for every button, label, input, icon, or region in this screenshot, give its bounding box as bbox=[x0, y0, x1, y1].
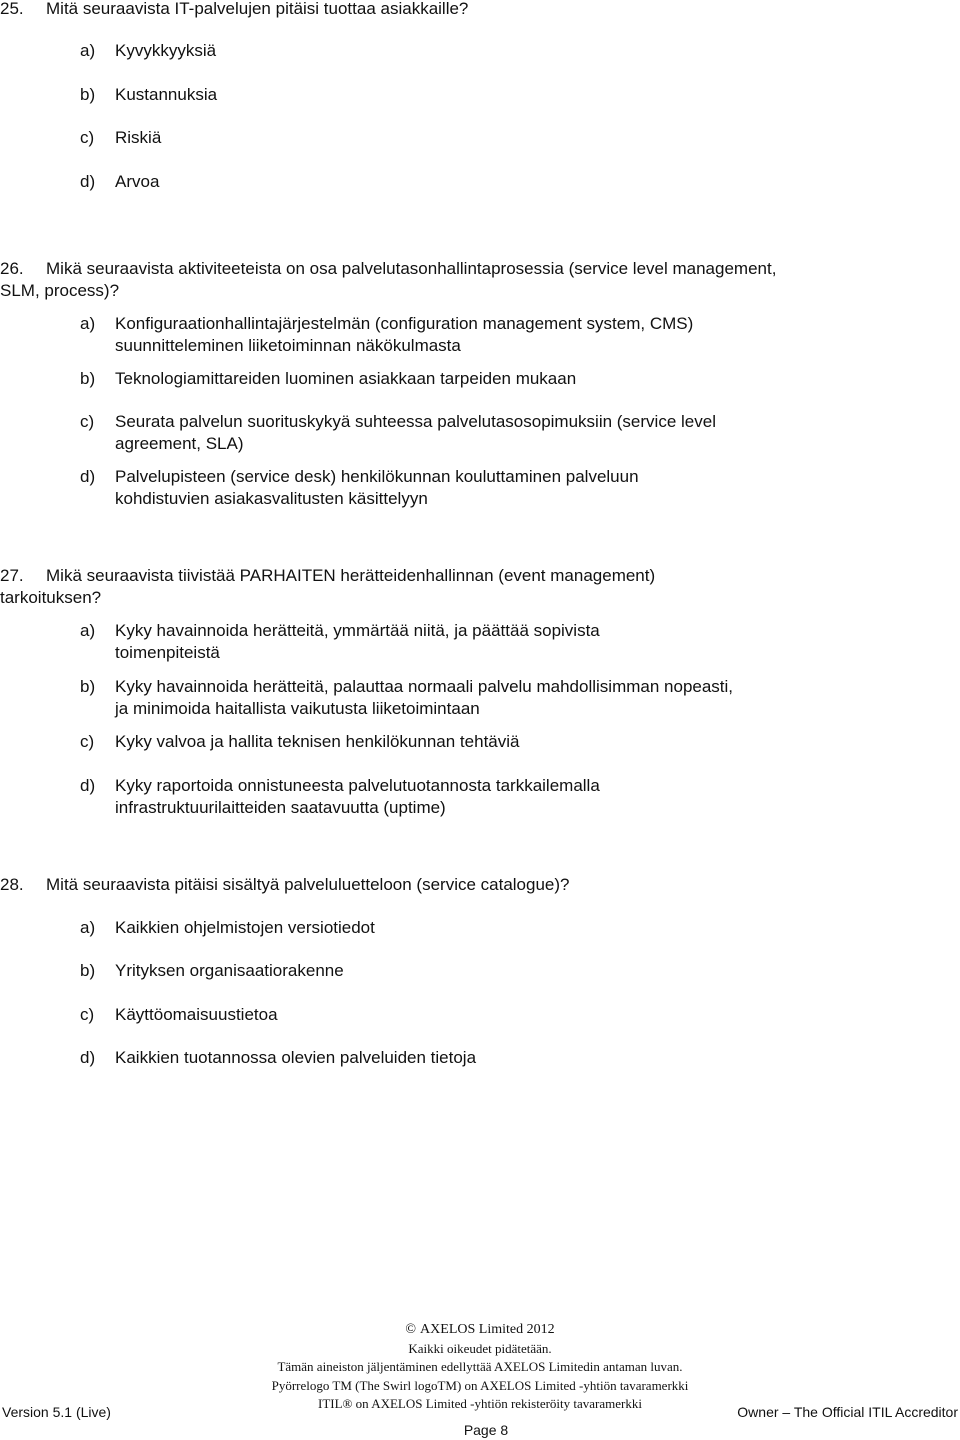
option-letter: d) bbox=[80, 776, 96, 795]
option-text: Kustannuksia bbox=[115, 85, 218, 104]
option-item bbox=[80, 368, 940, 390]
option-letter: b) bbox=[80, 677, 96, 696]
option-item bbox=[80, 466, 720, 510]
option-item bbox=[80, 1004, 940, 1026]
question-heading bbox=[0, 565, 760, 609]
question-27 bbox=[0, 565, 950, 609]
option-letter: c) bbox=[80, 412, 95, 431]
rights-line: Kaikki oikeudet pidätetään. bbox=[408, 1340, 552, 1356]
question-text: Mikä seuraavista aktiviteeteista on osa palvelutasonhallintaprosessia (service level management, SLM, process)? bbox=[0, 259, 777, 300]
option-text: Kyky havainnoida herätteitä, ymmärtää niitä, ja päättää sopivista toimenpiteistä bbox=[115, 621, 600, 662]
option-letter: a) bbox=[80, 41, 96, 60]
question-26 bbox=[0, 258, 950, 302]
option-letter: c) bbox=[80, 732, 95, 751]
itil-trademark-line: ITIL® on AXELOS Limited -yhtiön rekisteröity tavaramerkki bbox=[318, 1396, 642, 1411]
option-letter: a) bbox=[80, 314, 96, 333]
option-item bbox=[80, 676, 740, 720]
question-25 bbox=[0, 0, 950, 20]
option-item bbox=[80, 171, 940, 193]
copyright-line bbox=[200, 1321, 760, 1340]
question-heading bbox=[0, 258, 790, 302]
page-number: Page 8 bbox=[463, 1422, 509, 1438]
option-text: Kaikkien ohjelmistojen versiotiedot bbox=[115, 918, 375, 937]
question-number: 28. bbox=[0, 875, 24, 894]
option-text: Palvelupisteen (service desk) henkilökunnan kouluttaminen palveluun kohdistuvien asiakasvalitusten käsittelyyn bbox=[115, 467, 639, 508]
option-letter: c) bbox=[80, 1005, 95, 1024]
option-text: Kyvykkyyksiä bbox=[115, 41, 217, 60]
option-item bbox=[80, 960, 940, 982]
option-letter: b) bbox=[80, 961, 96, 980]
option-letter: d) bbox=[80, 467, 96, 486]
option-item bbox=[80, 411, 760, 455]
option-text: Arvoa bbox=[115, 172, 160, 191]
option-text: Riskiä bbox=[115, 128, 162, 147]
version-label: Version 5.1 (Live) bbox=[2, 1404, 111, 1420]
option-letter: d) bbox=[80, 172, 96, 191]
option-item bbox=[80, 84, 940, 106]
question-number: 27. bbox=[0, 566, 24, 585]
option-item bbox=[80, 127, 940, 149]
question-heading bbox=[0, 874, 950, 896]
option-letter: a) bbox=[80, 918, 96, 937]
option-letter: d) bbox=[80, 1048, 96, 1067]
option-text: Konfiguraationhallintajärjestelmän (configuration management system, CMS) suunnitteleminen liiketoiminnan näkökulmasta bbox=[115, 314, 694, 355]
option-item bbox=[80, 313, 780, 357]
option-item bbox=[80, 731, 940, 753]
option-letter: a) bbox=[80, 621, 96, 640]
question-text: Mikä seuraavista tiivistää PARHAITEN herätteidenhallinnan (event management) tarkoituksen? bbox=[0, 566, 656, 607]
question-number: 26. bbox=[0, 259, 24, 278]
footer-legal bbox=[200, 1321, 760, 1414]
reproduction-line: Tämän aineiston jäljentäminen edellyttää AXELOS Limitedin antaman luvan. bbox=[277, 1359, 683, 1374]
option-text: Yrityksen organisaatiorakenne bbox=[115, 961, 344, 980]
option-text: Kyky havainnoida herätteitä, palauttaa normaali palvelu mahdollisimman nopeasti, ja minimoida haitallista vaikutusta liiketoimintaan bbox=[115, 677, 734, 718]
option-text: Kyky valvoa ja hallita teknisen henkilökunnan tehtäviä bbox=[115, 732, 520, 751]
question-text: Mitä seuraavista IT-palvelujen pitäisi tuottaa asiakkaille? bbox=[46, 0, 469, 18]
owner-label: Owner – The Official ITIL Accreditor bbox=[737, 1404, 958, 1420]
option-letter: b) bbox=[80, 369, 96, 388]
question-number: 25. bbox=[0, 0, 24, 18]
option-item bbox=[80, 775, 680, 819]
option-text: Seurata palvelun suorituskykyä suhteessa palvelutasosopimuksiin (service level agreement, SLA) bbox=[115, 412, 716, 453]
question-text: Mitä seuraavista pitäisi sisältyä palveluluetteloon (service catalogue)? bbox=[46, 875, 570, 894]
option-text: Kyky raportoida onnistuneesta palvelutuotannosta tarkkailemalla infrastruktuurilaitteiden saatavuutta (uptime) bbox=[115, 776, 600, 817]
question-heading bbox=[0, 0, 950, 20]
option-item bbox=[80, 620, 680, 664]
copyright-icon: © bbox=[405, 1322, 417, 1337]
option-text: Kaikkien tuotannossa olevien palveluiden tietoja bbox=[115, 1048, 477, 1067]
option-item bbox=[80, 40, 940, 62]
option-text: Teknologiamittareiden luominen asiakkaan tarpeiden mukaan bbox=[115, 369, 577, 388]
question-28 bbox=[0, 874, 950, 896]
option-text: Käyttöomaisuustietoa bbox=[115, 1005, 278, 1024]
copyright-text: AXELOS Limited 2012 bbox=[420, 1322, 555, 1337]
swirl-trademark-line: Pyörrelogo TM (The Swirl logoTM) on AXELOS Limited -yhtiön tavaramerkki bbox=[271, 1377, 689, 1393]
option-item bbox=[80, 917, 940, 939]
option-item bbox=[80, 1047, 940, 1069]
option-letter: c) bbox=[80, 128, 95, 147]
option-letter: b) bbox=[80, 85, 96, 104]
